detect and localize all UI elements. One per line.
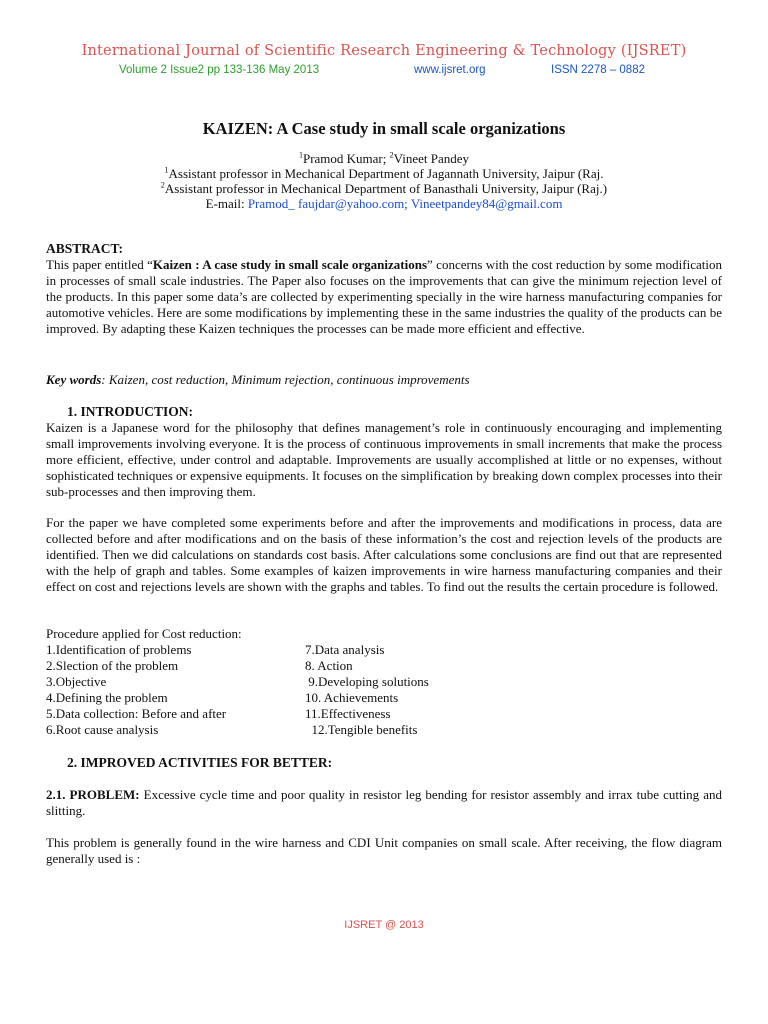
email-label: E-mail:	[205, 196, 248, 211]
authors-block	[0, 151, 768, 211]
journal-issn: ISSN 2278 – 0882	[551, 64, 645, 76]
section-2-heading: 2. IMPROVED ACTIVITIES FOR BETTER:	[67, 755, 333, 770]
introduction-section	[46, 404, 722, 500]
procedure-column-1	[46, 642, 286, 738]
procedure-step: 2.Slection of the problem	[46, 658, 179, 673]
affiliation-2	[0, 181, 768, 196]
email-line	[0, 196, 768, 211]
procedure-step: 8. Action	[305, 658, 353, 673]
affiliation-2-text: Assistant professor in Mechanical Department of Banasthali University, Jaipur (Raj.)	[164, 181, 608, 196]
abstract-bold-title: Kaizen : A case study in small scale organizations	[152, 257, 428, 272]
problem-label: 2.1. PROBLEM:	[46, 787, 140, 802]
procedure-step: 1.Identification of problems	[46, 642, 192, 657]
journal-website-link[interactable]: www.ijsret.org	[414, 64, 486, 76]
introduction-para-2-wrap	[46, 515, 722, 595]
introduction-heading: 1. INTRODUCTION:	[67, 404, 194, 419]
problem-section	[46, 787, 722, 819]
author1-name: Pramod Kumar;	[302, 151, 390, 166]
email-link[interactable]: Pramod_ faujdar@yahoo.com; Vineetpandey84@gmail.com	[247, 196, 563, 211]
procedure-step: 9.Developing solutions	[305, 674, 429, 689]
affiliation-1-sup: 1	[164, 165, 169, 175]
author-names	[0, 151, 768, 166]
procedure-step: 10. Achievements	[305, 690, 399, 705]
procedure-column-2	[305, 642, 545, 738]
abstract-body: ” concerns with the cost reduction by some modification in processes of small scale industries. The Paper also focuses on the improvements that can give the minimum rejection level of the products. In this paper some data’s are collected by experimenting specially in the wire harness manufacturing companies for automotive vehicles. Here are some modifications by implementing these in the same industries the quality of the products can be improved. By adapting these Kaizen techniques the processes can be made more efficient and effective.	[46, 257, 722, 336]
procedure-title: Procedure applied for Cost reduction:	[46, 626, 242, 641]
procedure-step: 7.Data analysis	[305, 642, 385, 657]
keywords-line	[46, 372, 722, 388]
page-footer: IJSRET @ 2013	[344, 919, 424, 931]
affiliation-2-sup: 2	[160, 180, 165, 190]
procedure-step: 3.Objective	[46, 674, 107, 689]
author1-sup: 1	[298, 150, 303, 160]
procedure-step: 12.Tengible benefits	[305, 722, 418, 737]
keywords-text: : Kaizen, cost reduction, Minimum rejection, continuous improvements	[101, 372, 470, 387]
procedure-step: 6.Root cause analysis	[46, 722, 159, 737]
introduction-para-2: For the paper we have completed some experiments before and after the improvements and modifications in process, data are collected before and after modifications and on the basis of these information’s the cost and rejection levels of the products are identified. Then we did calculations on standards cost basis. After calculations some conclusions are find out that are represented with the help of graph and tables. Some examples of kaizen improvements in wire harness manufacturing companies and their effect on cost and rejections levels are shown with the graphs and tables. To find out the results the certain procedure is followed.	[46, 515, 722, 594]
journal-title: International Journal of Scientific Research Engineering & Technology (IJSRET)	[81, 43, 687, 59]
procedure-step: 4.Defining the problem	[46, 690, 168, 705]
author2-sup: 2	[389, 150, 394, 160]
abstract-text	[46, 257, 722, 337]
abstract-heading: ABSTRACT:	[46, 241, 124, 256]
abstract-section	[46, 241, 722, 337]
author2-name: Vineet Pandey	[393, 151, 470, 166]
procedure-step: 11.Effectiveness	[305, 706, 391, 721]
section-2-para-wrap	[46, 835, 722, 867]
keywords-label: Key words	[46, 372, 102, 387]
section-2-para: This problem is generally found in the wire harness and CDI Unit companies on small scale. After receiving, the flow diagram generally used is :	[46, 835, 722, 866]
affiliation-1	[0, 166, 768, 181]
problem-description: Excessive cycle time and poor quality in resistor leg bending for resistor assembly and irrax tube cutting and slitting.	[46, 787, 722, 818]
procedure-step: 5.Data collection: Before and after	[46, 706, 227, 721]
affiliation-1-text: Assistant professor in Mechanical Department of Jagannath University, Jaipur (Raj.	[168, 166, 604, 181]
introduction-para-1: Kaizen is a Japanese word for the philosophy that defines management’s role in continuously encouraging and implementing small improvements involving everyone. It is the process of continuous improvements in small increments that make the process more efficient, effective, under control and adaptable. Improvements are usually accomplished at little or no expenses, without sophisticated techniques or expensive equipments. It focuses on the simplification by breaking down complex processes into their sub-processes and then improving them.	[46, 420, 722, 499]
abstract-prefix: This paper entitled “	[46, 257, 153, 272]
journal-volume: Volume 2 Issue2 pp 133-136 May 2013	[119, 64, 320, 76]
problem-text	[46, 787, 722, 819]
paper-title: KAIZEN: A Case study in small scale organizations	[202, 119, 566, 138]
